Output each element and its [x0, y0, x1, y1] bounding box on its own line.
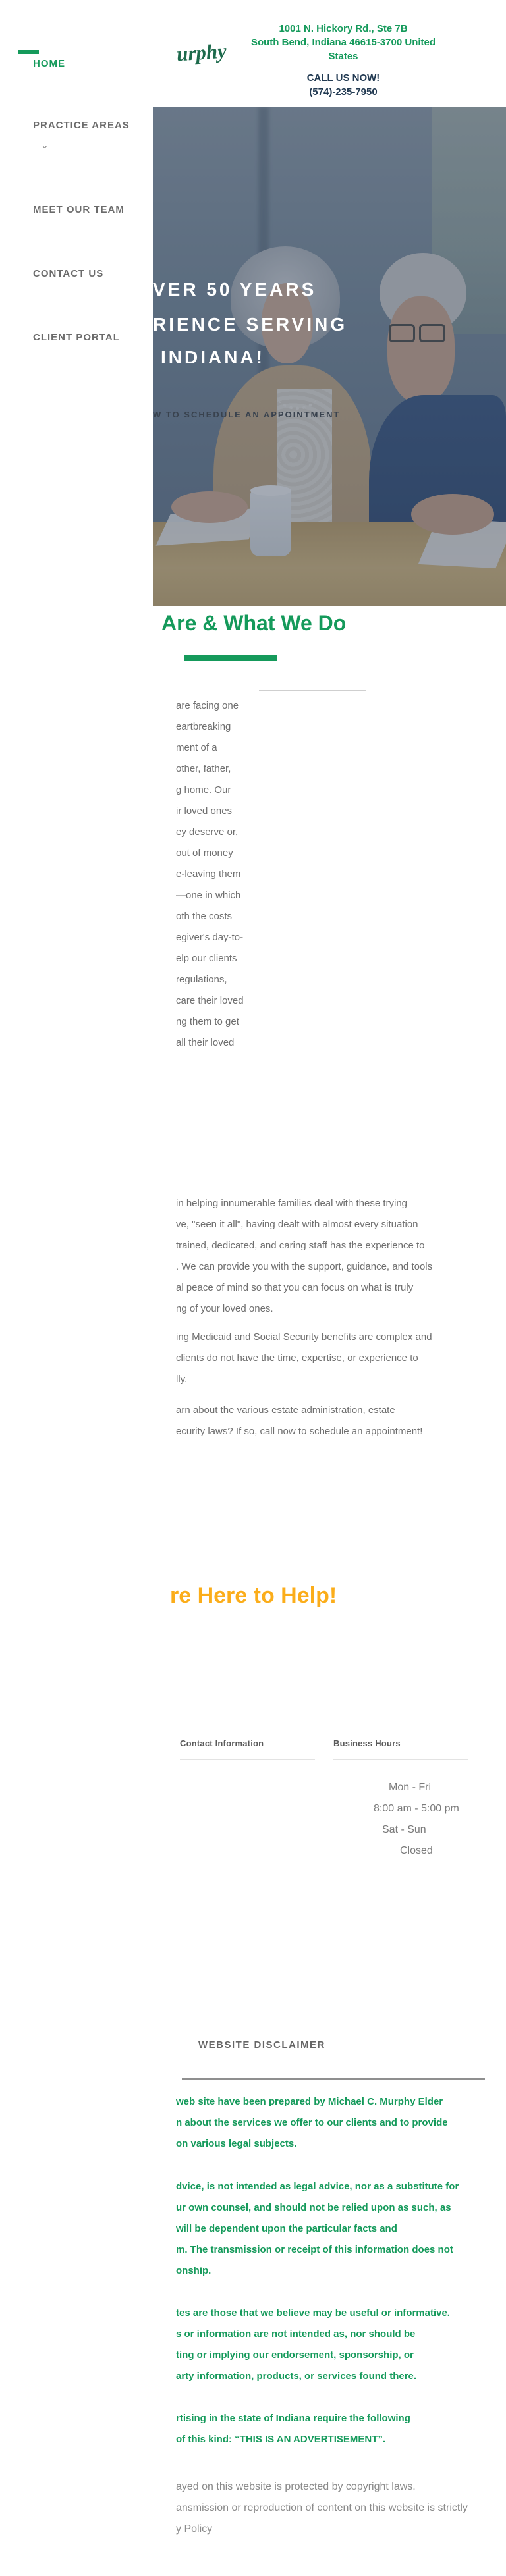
website-disclaimer-heading: WEBSITE DISCLAIMER — [198, 2039, 325, 2051]
phone-number[interactable]: (574)-235-7950 — [309, 86, 378, 97]
address-line-1: 1001 N. Hickory Rd., Ste 7B — [279, 23, 408, 34]
paragraph-line: e-leaving them — [176, 869, 241, 880]
paragraph-line: oth the costs — [176, 911, 233, 922]
sidebar-item-home[interactable]: HOME — [33, 58, 65, 69]
business-hours-heading: Business Hours — [333, 1738, 401, 1748]
contact-information-heading: Contact Information — [180, 1738, 264, 1748]
sidebar-item-practice-areas[interactable]: PRACTICE AREAS — [33, 120, 130, 131]
sidebar-item-meet-our-team[interactable]: MEET OUR TEAM — [33, 204, 125, 215]
contact-divider — [180, 1759, 315, 1760]
paragraph-line: are facing one — [176, 700, 239, 711]
firm-logo[interactable]: urphy — [175, 39, 227, 66]
sidebar-item-client-portal[interactable]: CLIENT PORTAL — [33, 332, 120, 343]
disclaimer-line: arty information, products, or services found there. — [176, 2371, 417, 2382]
disclaimer-line: dvice, is not intended as legal advice, nor as a substitute for — [176, 2181, 459, 2192]
copyright-line: ayed on this website is protected by copyright laws. — [176, 2481, 416, 2492]
sidebar-item-contact-us[interactable]: CONTACT US — [33, 268, 104, 279]
paragraph-line: care their loved — [176, 995, 244, 1006]
paragraph-line: ing Medicaid and Social Security benefits are complex and — [176, 1331, 432, 1343]
hero-headline-line: VER 50 YEARS — [153, 279, 317, 300]
disclaimer-line: of this kind: “THIS IS AN ADVERTISEMENT”. — [176, 2434, 386, 2445]
paragraph-line: other, father, — [176, 763, 231, 774]
hours-time-label: 8:00 am - 5:00 pm — [374, 1803, 459, 1814]
disclaimer-line: ur own counsel, and should not be relied upon as such, as — [176, 2202, 451, 2213]
paragraph-line: arn about the various estate administration, estate — [176, 1405, 395, 1416]
paragraph-line: ment of a — [176, 742, 217, 753]
disclaimer-line: rtising in the state of Indiana require the following — [176, 2413, 410, 2424]
hours-days-label: Sat - Sun — [382, 1824, 426, 1835]
paragraph-line: ecurity laws? If so, call now to schedule an appointment! — [176, 1426, 423, 1437]
address-line-2: South Bend, Indiana 46615-3700 United — [250, 37, 436, 48]
paragraph-line: ey deserve or, — [176, 826, 239, 838]
disclaimer-line: on various legal subjects. — [176, 2138, 297, 2149]
chevron-down-icon[interactable]: ⌄ — [41, 140, 49, 150]
paragraph-line: trained, dedicated, and caring staff has the experience to — [176, 1240, 425, 1251]
hours-divider — [333, 1759, 468, 1760]
active-nav-indicator — [18, 50, 39, 54]
paragraph-line: clients do not have the time, expertise, or experience to — [176, 1353, 418, 1364]
hours-days-label: Mon - Fri — [389, 1782, 431, 1793]
paragraph-line: in helping innumerable families deal with these trying — [176, 1198, 408, 1209]
disclaimer-line: n about the services we offer to our clients and to provide — [176, 2117, 448, 2128]
paragraph-line: eartbreaking — [176, 721, 231, 732]
schedule-appointment-button[interactable]: W TO SCHEDULE AN APPOINTMENT — [153, 410, 341, 419]
paragraph-line: regulations, — [176, 974, 227, 985]
who-we-are-paragraph — [176, 695, 244, 1054]
disclaimer-line: s or information are not intended as, nor should be — [176, 2328, 416, 2340]
paragraph-line: . We can provide you with the support, guidance, and tools — [176, 1261, 433, 1272]
header-address — [242, 22, 444, 63]
section-heading-who-we-are: Are & What We Do — [161, 611, 347, 635]
address-line-3: States — [328, 51, 358, 62]
copyright-line: ansmission or reproduction of content on this website is strictly — [176, 2502, 468, 2513]
privacy-policy-link[interactable]: y Policy — [176, 2523, 213, 2535]
hero-headline-line: INDIANA! — [161, 347, 265, 367]
paragraph-line: all their loved — [176, 1037, 235, 1048]
paragraph-line: ng them to get — [176, 1016, 239, 1027]
disclaimer-line: m. The transmission or receipt of this information does not — [176, 2244, 453, 2255]
disclaimer-divider — [182, 2078, 485, 2080]
paragraph-line: g home. Our — [176, 784, 231, 795]
paragraph-line: egiver's day-to- — [176, 932, 244, 943]
paragraph-line: out of money — [176, 847, 233, 859]
heading-underline — [184, 655, 277, 661]
disclaimer-line: will be dependent upon the particular facts and — [176, 2223, 397, 2234]
hero-headline-line: RIENCE SERVING — [153, 314, 348, 335]
section-divider — [259, 690, 366, 691]
disclaimer-line: tes are those that we believe may be useful or informative. — [176, 2307, 450, 2319]
paragraph-line: ir loved ones — [176, 805, 233, 817]
disclaimer-text — [176, 2091, 468, 2540]
paragraph-line: lly. — [176, 1374, 188, 1385]
disclaimer-line: ting or implying our endorsement, sponsorship, or — [176, 2349, 414, 2361]
paragraph-line: ve, "seen it all", having dealt with almost every situation — [176, 1219, 418, 1230]
hours-closed-label: Closed — [400, 1845, 433, 1856]
hero-photo — [153, 107, 506, 606]
section-heading-here-to-help: re Here to Help! — [170, 1583, 337, 1608]
paragraph-line: ng of your loved ones. — [176, 1303, 273, 1314]
call-us-now-label: CALL US NOW! — [306, 72, 380, 84]
paragraph-line: al peace of mind so that you can focus on what is truly — [176, 1282, 414, 1293]
header-call-block — [242, 71, 444, 99]
experience-paragraph — [176, 1193, 432, 1442]
paragraph-line: —one in which — [176, 890, 241, 901]
disclaimer-line: onship. — [176, 2265, 211, 2276]
disclaimer-line: web site have been prepared by Michael C. Murphy Elder — [176, 2096, 443, 2107]
paragraph-line: elp our clients — [176, 953, 237, 964]
